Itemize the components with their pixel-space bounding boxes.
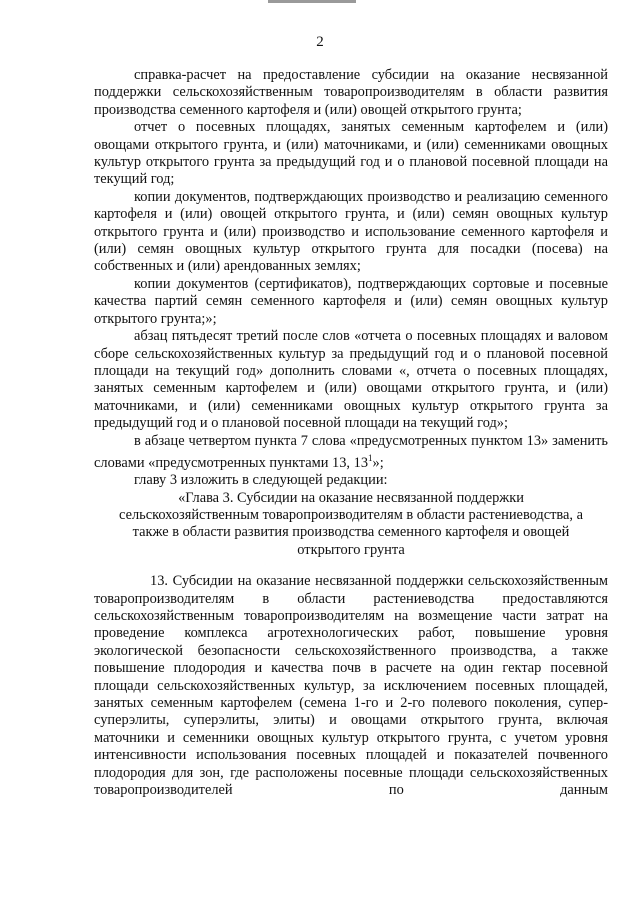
chapter-heading-line: открытого грунта (297, 541, 405, 558)
paragraph-calc-certificate: справка-расчет на предоставление субсидии на оказание несвязанной поддержки сельскохозяйственным товаропроизводителям в области развития производства семенного картофеля и (или) овощей открытого грунта; (94, 67, 608, 118)
chapter-heading-line: также в области развития производства семенного картофеля и овощей (132, 524, 570, 541)
page-number: 2 (316, 34, 324, 50)
chapter-heading (94, 490, 608, 560)
chapter-heading-line: сельскохозяйственным товаропроизводителям в области растениеводства, а (119, 506, 583, 523)
paragraph-sown-area-report: отчет о посевных площадях, занятых семенным картофелем и (или) овощами открытого грунта, и (или) маточниками, и (или) семенниками овощных культур открытого грунта за предыдущий год и о плановой посевной площади на текущий год; (94, 119, 608, 188)
chapter-heading-line: «Глава 3. Субсидии на оказание несвязанной поддержки (178, 489, 524, 506)
paragraph-fifty-third-abzats: абзац пятьдесят третий после слов «отчета о посевных площадях и валовом сборе сельскохозяйственных культур за предыдущий год и о плановой посевной площади на текущий год» дополнить словами «, отчета о посевных площадях, занятых семенным картофелем и (или) овощами открытого грунта, и (или) маточниками, и (или) семенниками овощных культур открытого грунта за предыдущий год и о плановой посевной площади на текущий год»; (94, 328, 608, 432)
section-13-paragraph: 13. Субсидии на оказание несвязанной поддержки сельскохозяйственным товаропроизводителям в области растениеводства предоставляются сельскохозяйственным товаропроизводителям на возмещение части затрат на проведение комплекса агротехнологических работ, повышение уровня экологической безопасности сельскохозяйственного производства, а также повышение плодородия и качества почв в расчете на один гектар посевной площади сельскохозяйственных культур, за исключением посевных площадей, занятых семенным картофелем (семена 1-го и 2-го полевого поколения, супер-суперэлиты, суперэлиты, элиты) и овощами открытого грунта, включая маточники и семенники овощных культур открытого грунта, с учетом уровня интенсивности использования посевных площадей и показателей почвенного плодородия для зон, где расположены посевные площади сельскохозяйственных товаропроизводителей по данным (94, 573, 609, 799)
paragraph-point-7-amendment (94, 433, 608, 473)
amendment-text: в абзаце четвертом пункта 7 слова «предусмотренных пунктом 13» заменить словами «предусмотренных пунктами 13, 13 (94, 432, 608, 471)
paragraph-chapter-3-intro: главу 3 изложить в следующей редакции: (134, 472, 388, 489)
document-body (94, 67, 608, 799)
paragraph-certificates: копии документов (сертификатов), подтверждающих сортовые и посевные качества партий семян семенного картофеля и (или) семян овощных культур открытого грунта;»; (94, 275, 608, 327)
superscript-index: 1 (368, 452, 373, 463)
amendment-tail: »; (372, 454, 384, 471)
top-edge-mark (268, 0, 356, 3)
paragraph-document-copies: копии документов, подтверждающих производство и реализацию семенного картофеля и (или) овощей открытого грунта, и (или) семян овощных культур открытого грунта и (или) производство и использование семенного картофеля и (или) семян овощных культур открытого грунта для посадки (посева) на собственных и (или) арендованных землях; (94, 188, 608, 275)
section-spacer (94, 559, 608, 573)
